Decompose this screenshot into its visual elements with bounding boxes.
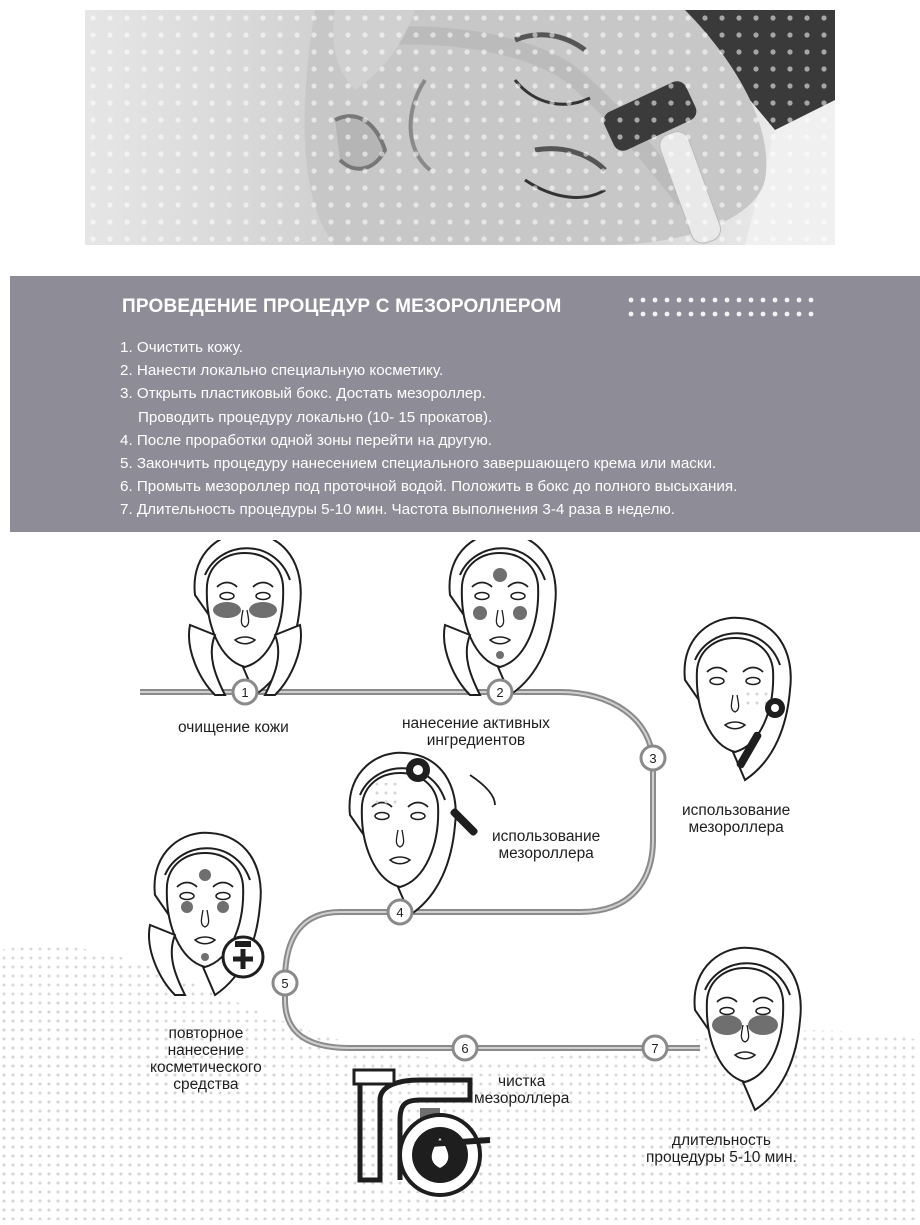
caption-step-5: повторное нанесение косметического средства bbox=[150, 1025, 262, 1093]
caption-step-3: использование мезороллера bbox=[682, 802, 791, 836]
step-6: 6. Промыть мезороллер под проточной водой. Положить в бокс до полного высыхания. bbox=[120, 478, 738, 496]
procedure-diagram bbox=[0, 540, 920, 1220]
svg-text:6: 6 bbox=[461, 1041, 469, 1056]
step-marker-2 bbox=[488, 680, 512, 704]
svg-text:5: 5 bbox=[281, 976, 289, 991]
hero-photo-illustration bbox=[85, 10, 835, 245]
step-1: 1. Очистить кожу. bbox=[120, 339, 243, 356]
face-step-5-illustration bbox=[149, 833, 263, 995]
caption-step-1: очищение кожи bbox=[178, 719, 289, 736]
step-marker-3 bbox=[641, 746, 665, 770]
step-marker-5 bbox=[273, 971, 297, 995]
caption-step-6: чистка мезороллера bbox=[474, 1073, 570, 1107]
caption-step-2: нанесение активных ингредиентов bbox=[402, 715, 550, 749]
step-5: 5. Закончить процедуру нанесением специального завершающего крема или маски. bbox=[120, 455, 717, 473]
step-7: 7. Длительность процедуры 5-10 мин. Частота выполнения 3-4 раза в неделю. bbox=[120, 501, 675, 519]
step-marker-4 bbox=[388, 900, 412, 924]
instructions-panel bbox=[10, 276, 920, 532]
face-step-1-illustration bbox=[189, 540, 301, 695]
decorative-dots-icon bbox=[627, 294, 827, 324]
face-step-2-illustration bbox=[444, 540, 556, 695]
step-marker-6 bbox=[453, 1036, 477, 1060]
procedure-path-svg bbox=[0, 540, 920, 1220]
face-step-4-illustration bbox=[350, 753, 495, 915]
svg-text:2: 2 bbox=[496, 685, 504, 700]
caption-step-4: использование мезороллера bbox=[492, 828, 601, 862]
step-marker-7 bbox=[643, 1036, 667, 1060]
step-3-continued: Проводить процедуру локально (10- 15 прокатов). bbox=[138, 408, 493, 426]
svg-text:1: 1 bbox=[241, 685, 249, 700]
svg-text:7: 7 bbox=[651, 1041, 659, 1056]
panel-title: ПРОВЕДЕНИЕ ПРОЦЕДУР С МЕЗОРОЛЛЕРОМ bbox=[122, 296, 562, 317]
caption-step-7: длительность процедуры 5-10 мин. bbox=[646, 1132, 797, 1166]
face-step-3-illustration bbox=[685, 618, 791, 780]
step-4: 4. После проработки одной зоны перейти на другую. bbox=[120, 431, 493, 449]
svg-text:3: 3 bbox=[649, 751, 657, 766]
hero-photo bbox=[85, 10, 835, 245]
step-2: 2. Нанести локально специальную косметику. bbox=[120, 362, 444, 380]
step-3: 3. Открыть пластиковый бокс. Достать мезороллер. bbox=[120, 385, 486, 403]
steps-list bbox=[120, 336, 737, 522]
svg-text:4: 4 bbox=[396, 905, 404, 920]
step-marker-1 bbox=[233, 680, 257, 704]
